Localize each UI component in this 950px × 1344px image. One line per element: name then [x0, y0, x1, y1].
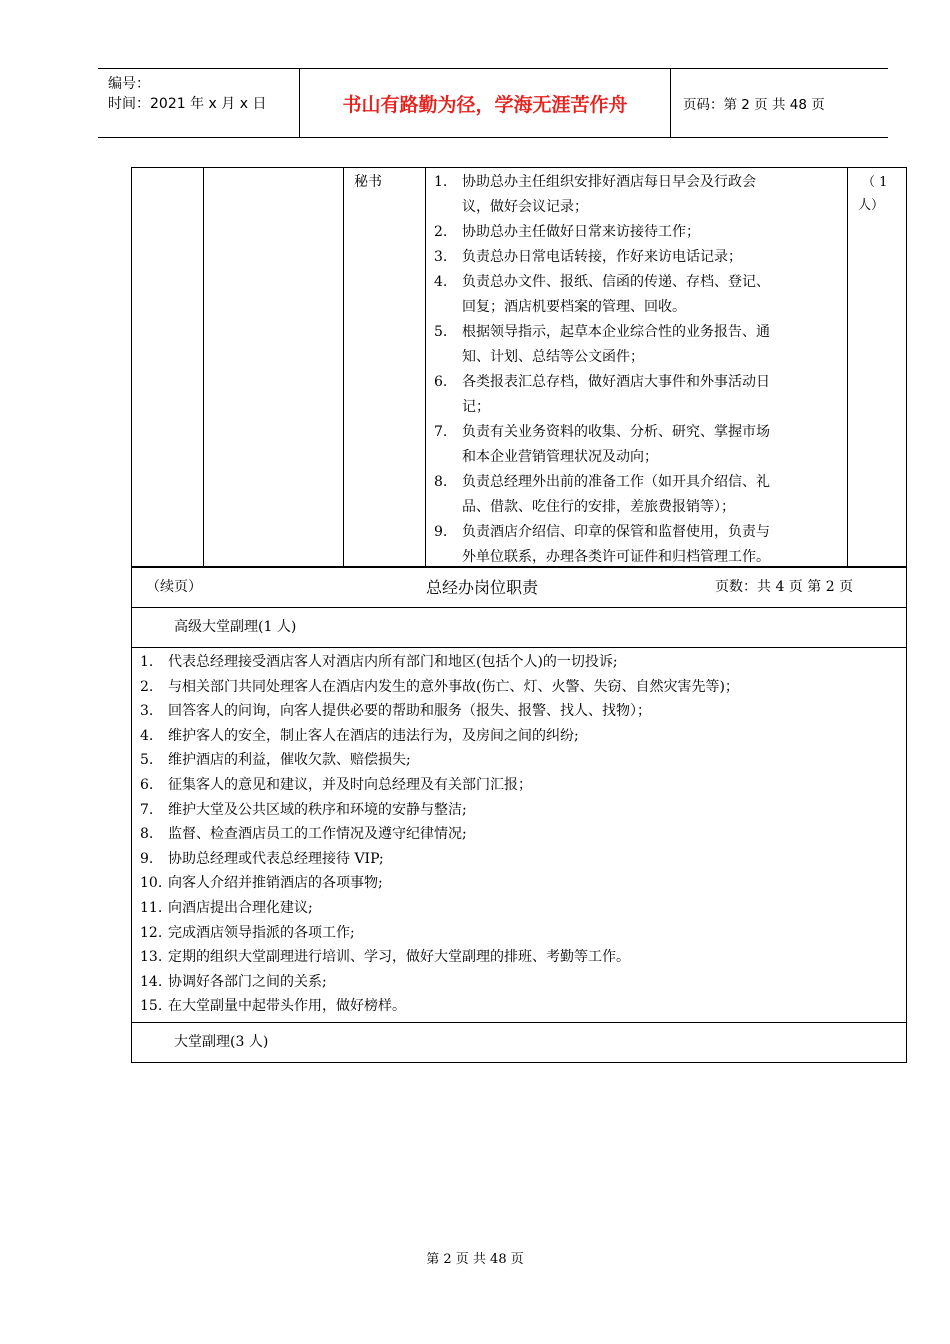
continued-label: （续页）	[146, 579, 202, 595]
duty-text: 外单位联系，办理各类许可证件和归档管理工作。	[462, 549, 770, 565]
list-item-number: 10.	[140, 875, 163, 892]
list-item-number: 3.	[140, 703, 154, 720]
duty-text: 品、借款、吃住行的安排，差旅费报销等）；	[462, 499, 735, 515]
headcount-line-1: （ 1	[862, 175, 888, 190]
column-divider	[847, 167, 848, 567]
list-item: 协助总经理或代表总经理接待 VIP;	[168, 850, 384, 867]
duty-number: 9.	[434, 524, 448, 540]
page-count: 页数：共 4 页 第 2 页	[715, 579, 854, 595]
section-title-duty-manager: 大堂副理(3 人)	[174, 1034, 269, 1050]
duty-text: 各类报表汇总存档，做好酒店大事件和外事活动日	[462, 374, 770, 390]
list-item-number: 2.	[140, 678, 154, 695]
list-item-number: 1.	[140, 654, 154, 670]
page-footer: 第 2 页 共 48 页	[426, 1252, 524, 1267]
list-item: 与相关部门共同处理客人在酒店内发生的意外事故(伤亡、灯、火警、失窃、自然灾害先等)；	[168, 678, 739, 695]
duty-number: 7.	[434, 424, 448, 440]
duty-number: 1.	[434, 174, 448, 190]
list-item: 维护酒店的利益，催收欠款、赔偿损失;	[168, 752, 411, 769]
column-divider	[425, 167, 426, 567]
list-item-number: 11.	[140, 900, 163, 916]
row-divider	[131, 647, 907, 648]
duty-number: 4.	[434, 274, 448, 290]
duty-number: 6.	[434, 374, 448, 390]
position-title: 秘书	[354, 174, 382, 190]
list-item: 完成酒店领导指派的各项工作;	[168, 924, 355, 941]
list-item: 监督、检查酒店员工的工作情况及遵守纪律情况;	[168, 826, 467, 843]
duty-number: 2.	[434, 224, 448, 240]
duty-text: 协助总办主任做好日常来访接待工作；	[462, 224, 700, 240]
duty-text: 负责总办日常电话转接，作好来访电话记录；	[462, 249, 742, 265]
duty-text: 负责总办文件、报纸、信函的传递、存档、登记、	[462, 274, 770, 290]
duty-text: 回复；酒店机要档案的管理、回收。	[462, 299, 686, 315]
list-item: 维护客人的安全，制止客人在酒店的违法行为，及房间之间的纠纷;	[168, 727, 579, 744]
duty-text: 负责酒店介绍信、印章的保管和监督使用，负责与	[462, 524, 770, 540]
list-item-number: 14.	[140, 973, 163, 990]
list-item-number: 9.	[140, 850, 154, 867]
list-item-number: 15.	[140, 998, 163, 1015]
header-slogan: 书山有路勤为径，学海无涯苦作舟	[300, 69, 671, 137]
list-item: 回答客人的问询，向客人提供必要的帮助和服务（报失、报警、找人、找物）；	[168, 703, 651, 720]
duty-text: 记；	[462, 399, 490, 415]
duty-text: 根据领导指示，起草本企业综合性的业务报告、通	[462, 324, 770, 340]
duty-text: 协助总办主任组织安排好酒店每日早会及行政会	[462, 174, 756, 190]
list-item-number: 5.	[140, 752, 154, 769]
duty-number: 8.	[434, 474, 448, 490]
duty-text: 知、计划、总结等公文函件；	[462, 349, 644, 365]
list-item-number: 6.	[140, 777, 154, 793]
code-label: 编号：	[108, 76, 150, 92]
list-item: 在大堂副量中起带头作用，做好榜样。	[168, 998, 406, 1015]
list-item-number: 4.	[140, 727, 154, 744]
column-divider	[343, 167, 344, 567]
list-item: 向客人介绍并推销酒店的各项事物;	[168, 875, 383, 892]
duty-text: 和本企业营销管理状况及动向；	[462, 449, 658, 465]
time-label: 时间：2021 年 x 月 x 日	[108, 96, 267, 112]
duty-text: 负责总经理外出前的准备工作（如开具介绍信、礼	[462, 474, 770, 490]
duty-number: 3.	[434, 249, 448, 265]
page-header	[98, 68, 888, 138]
list-item-number: 12.	[140, 924, 163, 941]
row-divider	[131, 1022, 907, 1023]
header-page-info: 页码：第 2 页 共 48 页	[683, 97, 825, 113]
list-item: 定期的组织大堂副理进行培训、学习，做好大堂副理的排班、考勤等工作。	[168, 949, 630, 966]
header-meta	[98, 69, 300, 137]
duty-text: 议，做好会议记录；	[462, 199, 588, 215]
row-divider	[131, 607, 907, 608]
section-title-senior-manager: 高级大堂副理(1 人)	[174, 619, 297, 635]
duty-number: 5.	[434, 324, 448, 340]
headcount-line-2: 人）	[858, 198, 885, 213]
list-item: 维护大堂及公共区域的秩序和环境的安静与整洁;	[168, 801, 467, 818]
list-item: 代表总经理接受酒店客人对酒店内所有部门和地区(包括个人)的一切投诉;	[168, 654, 618, 670]
list-item: 向酒店提出合理化建议;	[168, 900, 313, 916]
column-divider	[203, 167, 204, 567]
table-title: 总经办岗位职责	[426, 578, 539, 597]
duty-text: 负责有关业务资料的收集、分析、研究、掌握市场	[462, 424, 770, 440]
list-item-number: 13.	[140, 949, 163, 966]
list-item: 征集客人的意见和建议，并及时向总经理及有关部门汇报；	[168, 777, 532, 793]
list-item-number: 7.	[140, 801, 154, 818]
list-item: 协调好各部门之间的关系;	[168, 973, 327, 990]
list-item-number: 8.	[140, 826, 154, 843]
